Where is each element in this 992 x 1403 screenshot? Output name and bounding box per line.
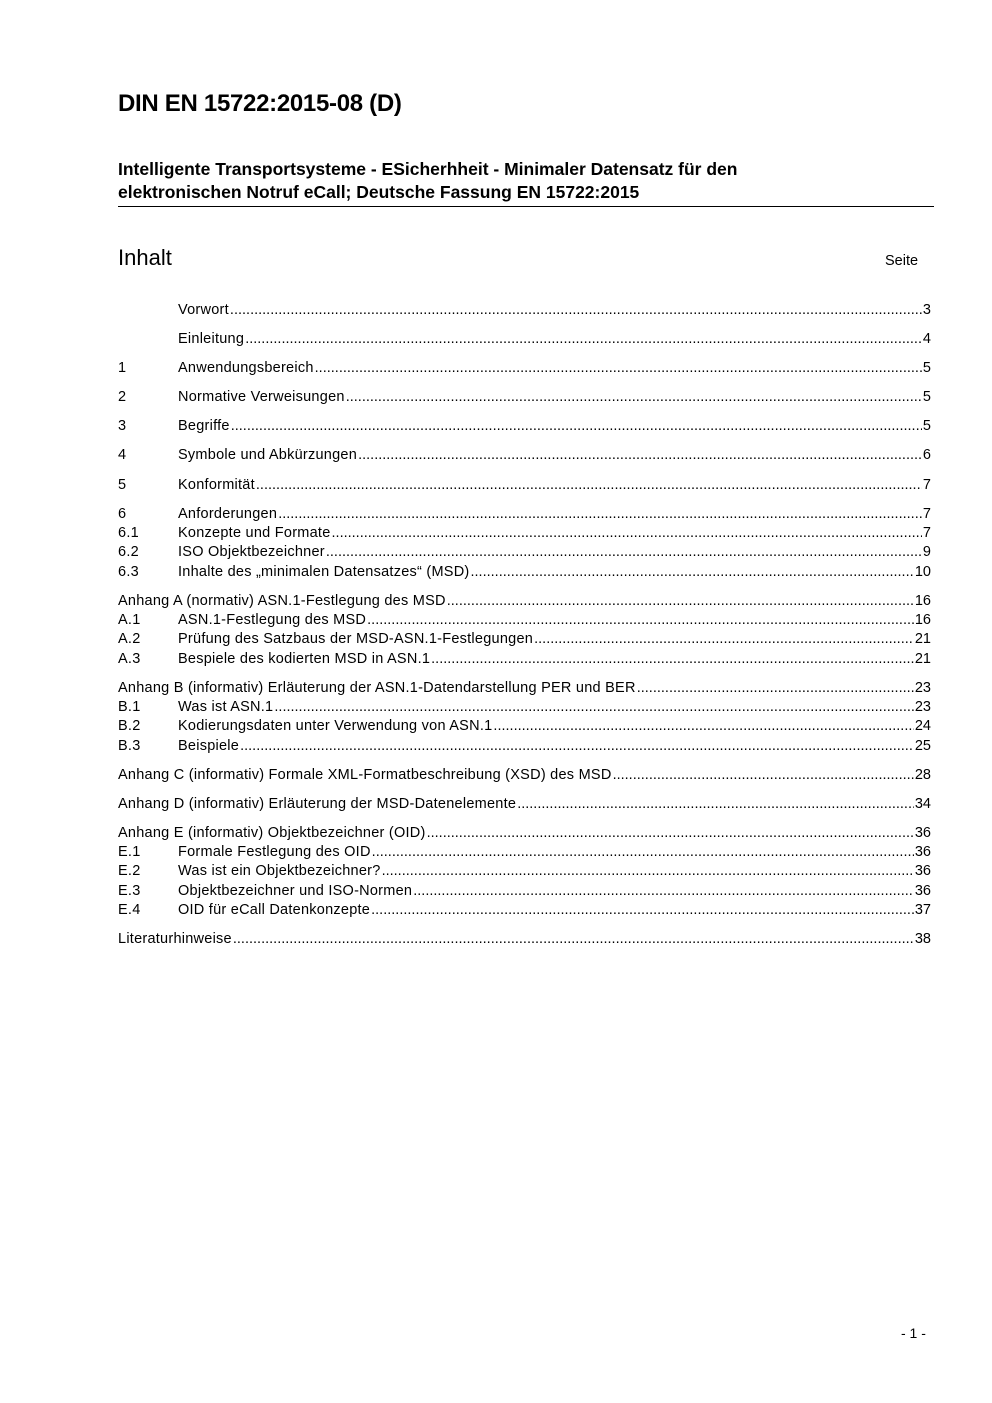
toc-leader-dots (427, 824, 914, 843)
toc-entry-label: ISO Objektbezeichner (178, 544, 325, 561)
toc-entry[interactable] (118, 795, 931, 814)
toc-entry-page: 4 (922, 331, 931, 348)
toc-leader-dots (447, 592, 914, 611)
toc-entry-page: 21 (914, 650, 931, 667)
toc-entry[interactable] (118, 543, 931, 562)
toc-entry-label: Symbole und Abkürzungen (178, 447, 358, 464)
toc-entry-page: 36 (914, 824, 931, 841)
toc-leader-dots (371, 901, 914, 920)
document-title-line-2: elektronischen Notruf eCall; Deutsche Fassung EN 15722:2015 (118, 182, 640, 202)
toc-entry-page: 34 (914, 795, 931, 812)
toc-entry[interactable] (118, 737, 931, 756)
document-id: DIN EN 15722:2015-08 (D) (118, 90, 402, 117)
toc-entry[interactable] (118, 476, 931, 495)
toc-leader-dots (274, 698, 913, 717)
toc-entry-label: Anwendungsbereich (178, 360, 314, 377)
toc-leader-dots (315, 359, 922, 378)
toc-entry-label: Konzepte und Formate (178, 524, 331, 541)
toc-entry[interactable] (118, 446, 931, 465)
toc-entry-label: Einleitung (178, 331, 245, 348)
toc-entry-page: 28 (914, 766, 931, 783)
toc-entry-page: 16 (914, 611, 931, 628)
toc-entry-label: Begriffe (178, 418, 230, 435)
toc-entry-page: 36 (914, 882, 931, 899)
toc-entry-number: 6.3 (118, 563, 139, 580)
toc-entry[interactable] (118, 524, 931, 543)
toc-leader-dots (256, 476, 922, 495)
toc-entry-page: 36 (914, 863, 931, 880)
toc-entry-page: 7 (922, 476, 931, 493)
toc-entry-number: 3 (118, 418, 127, 435)
toc-entry-number: E.3 (118, 882, 141, 899)
toc-entry[interactable] (118, 824, 931, 843)
toc-entry-label: Prüfung des Satzbaus der MSD-ASN.1-Festlegungen (178, 631, 534, 648)
toc-entry-number: 6.1 (118, 524, 139, 541)
toc-entry[interactable] (118, 417, 931, 436)
toc-entry-page: 16 (914, 592, 931, 609)
toc-entry-page: 9 (922, 544, 931, 561)
toc-entry-page: 36 (914, 844, 931, 861)
toc-entry-label: Normative Verweisungen (178, 389, 345, 406)
toc-entry-page: 5 (922, 360, 931, 377)
toc-entry-number: 1 (118, 360, 127, 377)
toc-entry-label: Was ist ein Objektbezeichner? (178, 863, 381, 880)
toc-entry-page: 3 (922, 302, 931, 318)
toc-entry-number: B.1 (118, 698, 141, 715)
toc-entry-number: E.2 (118, 863, 141, 880)
toc-entry-label: Anhang E (informativ) Objektbezeichner (OID) (118, 824, 426, 841)
toc-leader-dots (471, 563, 914, 582)
toc-entry[interactable] (118, 388, 931, 407)
toc-leader-dots (233, 930, 914, 949)
toc-leader-dots (613, 766, 914, 785)
toc-entry[interactable] (118, 611, 931, 630)
toc-entry-number: E.1 (118, 844, 141, 861)
toc-leader-dots (245, 330, 922, 349)
toc-entry-number: B.3 (118, 737, 141, 754)
toc-entry[interactable] (118, 359, 931, 378)
toc-entry-label: Inhalte des „minimalen Datensatzes“ (MSD) (178, 563, 470, 580)
toc-entry-page: 7 (922, 505, 931, 522)
toc-leader-dots (431, 650, 914, 669)
toc-entry[interactable] (118, 679, 931, 698)
toc-entry-page: 23 (914, 698, 931, 715)
toc-entry-number: 6 (118, 505, 127, 522)
toc-leader-dots (372, 843, 914, 862)
toc-leader-dots (534, 630, 914, 649)
toc-entry-page: 21 (914, 631, 931, 648)
toc-entry[interactable] (118, 630, 931, 649)
toc-leader-dots (231, 417, 922, 436)
toc-leader-dots (493, 717, 913, 736)
toc-entry-label: Objektbezeichner und ISO-Normen (178, 882, 413, 899)
document-title-line-1: Intelligente Transportsysteme - ESicherhheit - Minimaler Datensatz für den (118, 159, 738, 179)
toc-entry-page: 7 (922, 524, 931, 541)
toc-entry-label: Literaturhinweise (118, 931, 232, 948)
toc-leader-dots (326, 543, 922, 562)
toc-entry[interactable] (118, 843, 931, 862)
toc-entry[interactable] (118, 650, 931, 669)
toc-leader-dots (367, 611, 914, 630)
document-title (118, 158, 934, 207)
toc-entry-label: Anhang C (informativ) Formale XML-Formatbeschreibung (XSD) des MSD (118, 766, 612, 783)
toc-entry-number: 2 (118, 389, 127, 406)
toc-entry-page: 5 (922, 389, 931, 406)
toc-entry-number: 4 (118, 447, 127, 464)
toc-entry-label: Was ist ASN.1 (178, 698, 274, 715)
toc-entry[interactable] (118, 505, 931, 524)
toc-entry-label: Beispiele (178, 737, 240, 754)
toc-entry-number: A.1 (118, 611, 141, 628)
toc-entry-number: 6.2 (118, 544, 139, 561)
toc-entry[interactable] (118, 882, 931, 901)
toc-entry-label: Vorwort (178, 302, 229, 318)
toc-entry-label: Anhang D (informativ) Erläuterung der MSD-Datenelemente (118, 795, 517, 812)
toc-entry[interactable] (118, 901, 931, 920)
toc-entry-number: A.2 (118, 631, 141, 648)
toc-entry-page: 5 (922, 418, 931, 435)
toc-leader-dots (332, 524, 922, 543)
toc-entry-number: B.2 (118, 718, 141, 735)
toc-entry-label: ASN.1-Festlegung des MSD (178, 611, 367, 628)
toc-leader-dots (382, 862, 914, 881)
toc-leader-dots (346, 388, 922, 407)
toc-entry-page: 25 (914, 737, 931, 754)
toc-entry-page: 6 (922, 447, 931, 464)
toc-entry-label: Kodierungsdaten unter Verwendung von ASN.1 (178, 718, 493, 735)
toc-leader-dots (230, 301, 922, 320)
toc-entry[interactable] (118, 930, 931, 949)
toc-entry-label: Formale Festlegung des OID (178, 844, 371, 861)
toc-entry-page: 24 (914, 718, 931, 735)
toc-entry-number: A.3 (118, 650, 141, 667)
toc-entry-page: 10 (914, 563, 931, 580)
toc-leader-dots (358, 446, 922, 465)
toc-entry[interactable] (118, 563, 931, 582)
toc-leader-dots (637, 679, 914, 698)
toc-entry[interactable] (118, 330, 931, 349)
toc-entry[interactable] (118, 592, 931, 611)
toc-entry-label: Konformität (178, 476, 255, 493)
toc-leader-dots (278, 505, 922, 524)
toc-leader-dots (413, 882, 914, 901)
toc-entry[interactable] (118, 301, 931, 320)
toc-entry-label: Anhang B (informativ) Erläuterung der ASN.1-Datendarstellung PER und BER (118, 679, 636, 696)
table-of-contents (118, 301, 931, 949)
toc-heading: Inhalt (118, 245, 172, 270)
toc-leader-dots (517, 795, 914, 814)
toc-entry-page: 23 (914, 679, 931, 696)
toc-entry-page: 37 (914, 901, 931, 918)
toc-entry-label: Anforderungen (178, 505, 278, 522)
toc-entry[interactable] (118, 698, 931, 717)
toc-entry-number: E.4 (118, 901, 141, 918)
toc-entry[interactable] (118, 862, 931, 881)
toc-entry[interactable] (118, 717, 931, 736)
toc-entry-label: Bespiele des kodierten MSD in ASN.1 (178, 650, 431, 667)
toc-entry-page: 38 (914, 931, 931, 948)
toc-entry-label: OID für eCall Datenkonzepte (178, 901, 371, 918)
toc-entry[interactable] (118, 766, 931, 785)
toc-page-column-label: Seite (885, 253, 919, 269)
page-number: - 1 - (901, 1325, 926, 1341)
toc-leader-dots (240, 737, 914, 756)
toc-entry-number: 5 (118, 476, 127, 493)
toc-entry-label: Anhang A (normativ) ASN.1-Festlegung des MSD (118, 592, 446, 609)
